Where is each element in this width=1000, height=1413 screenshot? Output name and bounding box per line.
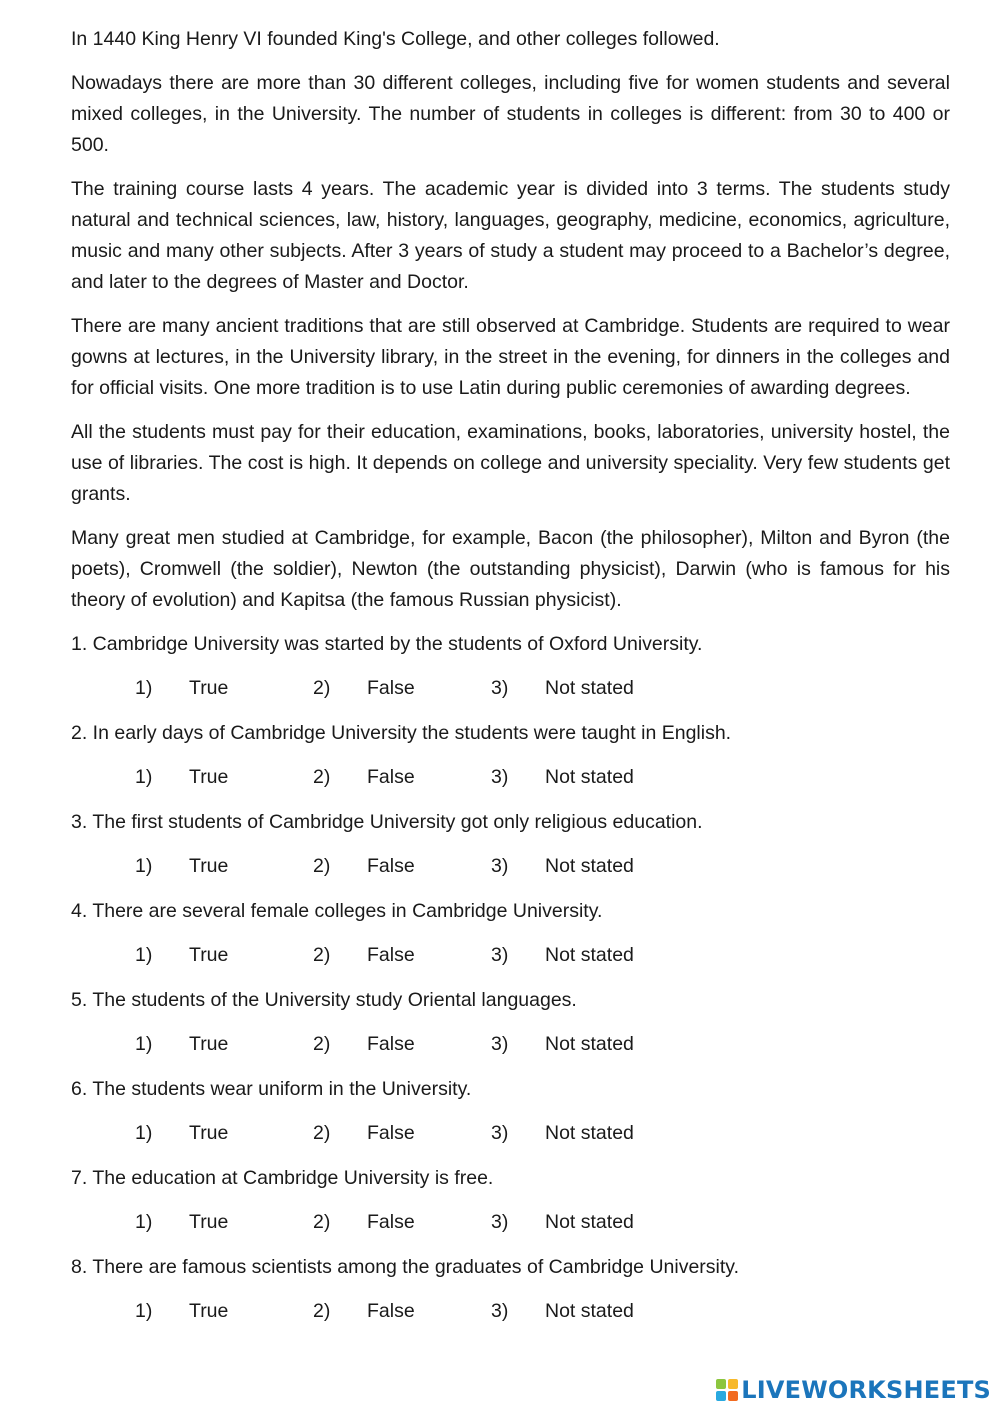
answer-options [71, 851, 950, 882]
option-number: 1) [135, 1033, 153, 1055]
live-logo-icon [716, 1379, 738, 1401]
question-text: 4. There are several female colleges in Cambridge University. [71, 900, 603, 922]
answer-options [71, 673, 950, 704]
answer-options [71, 1029, 950, 1060]
option-label: True [189, 1033, 229, 1055]
option-label: False [367, 677, 415, 699]
paragraph: Nowadays there are more than 30 different colleges, including five for women students and several mixed colleges, in the University. The number of students in colleges is different: from 30 to 400 or 500. [71, 72, 950, 156]
logo-square-yellow [728, 1379, 738, 1389]
option-not-stated[interactable] [491, 1296, 634, 1327]
answer-options [71, 1118, 950, 1149]
option-number: 3) [491, 944, 509, 966]
paragraph: Many great men studied at Cambridge, for example, Bacon (the philosopher), Milton and Byron (the poets), Cromwell (the soldier), Newton (the outstanding physicist), Darwin (who is famous for his theory of evolution) and Kapitsa (the famous Russian physicist). [71, 527, 950, 611]
option-number: 3) [491, 855, 509, 877]
option-label: False [367, 944, 415, 966]
option-not-stated[interactable] [491, 940, 634, 971]
option-label: True [189, 766, 229, 788]
option-label: False [367, 766, 415, 788]
option-label: Not stated [545, 1033, 634, 1055]
option-number: 2) [313, 1122, 331, 1144]
option-false[interactable] [313, 673, 491, 704]
option-true[interactable] [135, 673, 313, 704]
option-false[interactable] [313, 940, 491, 971]
option-number: 2) [313, 855, 331, 877]
option-label: Not stated [545, 855, 634, 877]
answer-options [71, 1207, 950, 1238]
option-label: False [367, 1033, 415, 1055]
option-not-stated[interactable] [491, 673, 634, 704]
option-false[interactable] [313, 851, 491, 882]
question-block-2 [71, 718, 950, 793]
answer-options [71, 762, 950, 793]
answer-options [71, 940, 950, 971]
question-text: 2. In early days of Cambridge University the students were taught in English. [71, 722, 732, 744]
option-number: 1) [135, 1211, 153, 1233]
option-number: 3) [491, 1122, 509, 1144]
option-number: 3) [491, 1211, 509, 1233]
logo-square-orange [728, 1391, 738, 1401]
option-true[interactable] [135, 940, 313, 971]
question-block-5 [71, 985, 950, 1060]
paragraph: All the students must pay for their education, examinations, books, laboratories, university hostel, the use of libraries. The cost is high. It depends on college and university speciality. Very few students get grants. [71, 421, 950, 505]
question-block-3 [71, 807, 950, 882]
option-number: 1) [135, 1122, 153, 1144]
option-label: True [189, 1122, 229, 1144]
option-label: True [189, 944, 229, 966]
option-label: False [367, 855, 415, 877]
option-number: 1) [135, 855, 153, 877]
option-number: 2) [313, 677, 331, 699]
option-number: 3) [491, 1033, 509, 1055]
option-true[interactable] [135, 1296, 313, 1327]
option-label: False [367, 1211, 415, 1233]
answer-options [71, 1296, 950, 1327]
option-false[interactable] [313, 1296, 491, 1327]
option-label: False [367, 1300, 415, 1322]
option-true[interactable] [135, 1029, 313, 1060]
option-number: 3) [491, 766, 509, 788]
option-false[interactable] [313, 762, 491, 793]
option-number: 1) [135, 677, 153, 699]
option-number: 2) [313, 766, 331, 788]
option-not-stated[interactable] [491, 762, 634, 793]
question-text: 1. Cambridge University was started by the students of Oxford University. [71, 633, 703, 655]
question-block-8 [71, 1252, 950, 1327]
option-number: 1) [135, 766, 153, 788]
question-block-7 [71, 1163, 950, 1238]
logo-square-blue [716, 1391, 726, 1401]
question-text: 3. The first students of Cambridge University got only religious education. [71, 811, 703, 833]
question-text: 7. The education at Cambridge University is free. [71, 1167, 494, 1189]
option-false[interactable] [313, 1029, 491, 1060]
option-true[interactable] [135, 762, 313, 793]
option-label: Not stated [545, 1122, 634, 1144]
option-label: True [189, 1211, 229, 1233]
option-true[interactable] [135, 1118, 313, 1149]
question-block-6 [71, 1074, 950, 1149]
option-false[interactable] [313, 1118, 491, 1149]
paragraph: The training course lasts 4 years. The academic year is divided into 3 terms. The students study natural and technical sciences, law, history, languages, geography, medicine, economics, agriculture, music and many other subjects. After 3 years of study a student may proceed to a Bachelor’s degree, and later to the degrees of Master and Doctor. [71, 178, 950, 293]
option-number: 2) [313, 1300, 331, 1322]
paragraph: There are many ancient traditions that are still observed at Cambridge. Students are required to wear gowns at lectures, in the University library, in the street in the evening, for dinners in the colleges and for official visits. One more tradition is to use Latin during public ceremonies of awarding degrees. [71, 315, 950, 399]
option-label: Not stated [545, 677, 634, 699]
option-label: Not stated [545, 944, 634, 966]
option-number: 1) [135, 944, 153, 966]
option-not-stated[interactable] [491, 1118, 634, 1149]
option-label: True [189, 1300, 229, 1322]
option-not-stated[interactable] [491, 851, 634, 882]
question-block-1 [71, 629, 950, 704]
question-block-4 [71, 896, 950, 971]
option-number: 3) [491, 1300, 509, 1322]
option-number: 2) [313, 1033, 331, 1055]
option-number: 2) [313, 1211, 331, 1233]
option-label: Not stated [545, 1211, 634, 1233]
option-label: True [189, 855, 229, 877]
paragraph: In 1440 King Henry VI founded King's College, and other colleges followed. [71, 28, 720, 50]
option-label: Not stated [545, 1300, 634, 1322]
question-text: 8. There are famous scientists among the graduates of Cambridge University. [71, 1256, 740, 1278]
option-true[interactable] [135, 1207, 313, 1238]
liveworksheets-logo [716, 1375, 991, 1405]
worksheet-content [71, 24, 950, 1341]
option-true[interactable] [135, 851, 313, 882]
option-number: 1) [135, 1300, 153, 1322]
option-number: 3) [491, 677, 509, 699]
option-number: 2) [313, 944, 331, 966]
question-text: 6. The students wear uniform in the University. [71, 1078, 472, 1100]
option-label: False [367, 1122, 415, 1144]
logo-square-green [716, 1379, 726, 1389]
option-not-stated[interactable] [491, 1207, 634, 1238]
question-text: 5. The students of the University study Oriental languages. [71, 989, 577, 1011]
option-label: Not stated [545, 766, 634, 788]
option-label: True [189, 677, 229, 699]
option-false[interactable] [313, 1207, 491, 1238]
option-not-stated[interactable] [491, 1029, 634, 1060]
brand-text: LIVEWORKSHEETS [741, 1376, 991, 1404]
